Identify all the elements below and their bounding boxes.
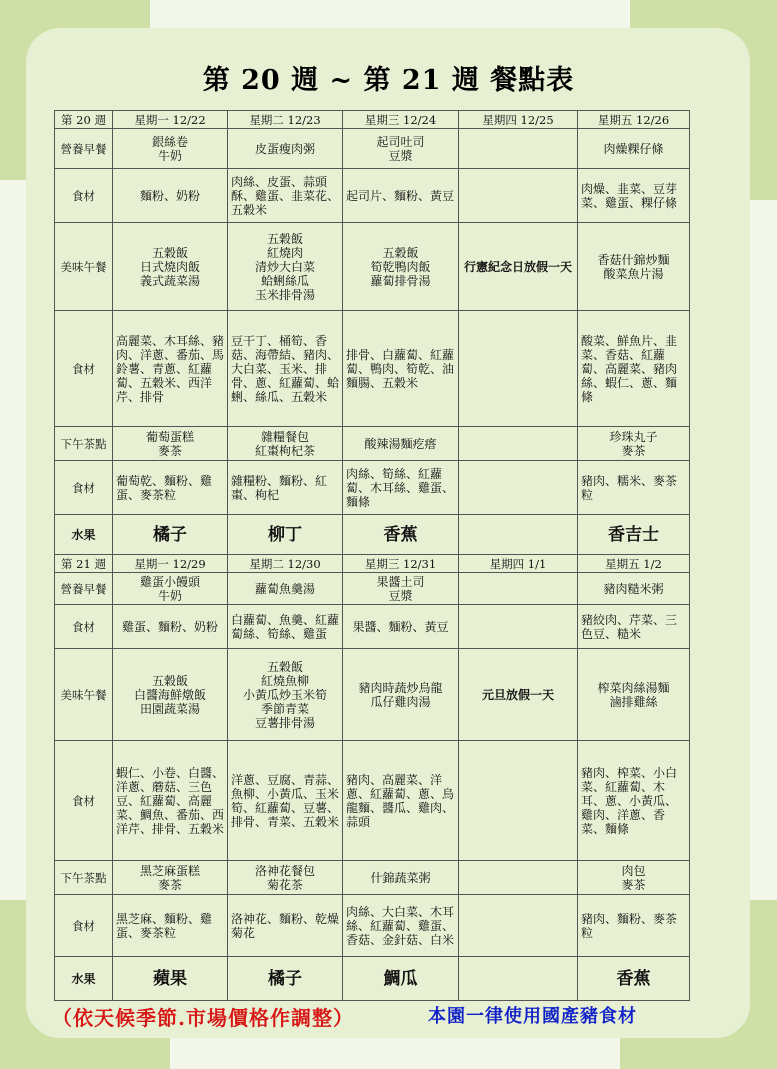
meal-cell: 銀絲卷 牛奶: [113, 129, 228, 169]
row-label: 水果: [55, 957, 113, 1001]
row-label: 下午茶點: [55, 427, 113, 461]
meal-table: [54, 110, 690, 1001]
week20-header-row: [55, 111, 690, 129]
meal-cell: 皮蛋瘦肉粥: [228, 129, 343, 169]
meal-cell: 豬肉、糯米、麥茶粒: [578, 461, 690, 515]
meal-cell: 起司片、麵粉、黃豆: [343, 169, 459, 223]
week21-breakfast-row: [55, 573, 690, 605]
row-label: 水果: [55, 515, 113, 555]
meal-cell: 黑芝麻、麵粉、雞蛋、麥茶粒: [113, 895, 228, 957]
week-label: 第 21 週: [55, 555, 113, 573]
meal-cell: 洛神花餐包 菊花茶: [228, 861, 343, 895]
meal-cell: 肉絲、大白菜、木耳絲、紅蘿蔔、雞蛋、香菇、金針菇、白米: [343, 895, 459, 957]
fruit-cell: 香吉士: [578, 515, 690, 555]
week-label: 第 20 週: [55, 111, 113, 129]
meal-cell: [459, 129, 578, 169]
day-header: 星期一 12/22: [113, 111, 228, 129]
row-label: 食材: [55, 895, 113, 957]
meal-cell: 黑芝麻蛋糕 麥茶: [113, 861, 228, 895]
fruit-cell: [459, 957, 578, 1001]
meal-cell: 雜糧粉、麵粉、紅棗、枸杞: [228, 461, 343, 515]
meal-cell: [459, 895, 578, 957]
fruit-cell: 香蕉: [578, 957, 690, 1001]
footer-pork-note: 本園一律使用國產豬食材: [428, 1006, 637, 1027]
row-label: 美味午餐: [55, 223, 113, 311]
meal-cell: 雞蛋、麵粉、奶粉: [113, 605, 228, 649]
week21-breakfast_ing-row: [55, 605, 690, 649]
day-header: 星期五 1/2: [578, 555, 690, 573]
week20-lunch_ing-row: [55, 311, 690, 427]
meal-cell: 雞蛋小饅頭 牛奶: [113, 573, 228, 605]
meal-cell: 肉絲、皮蛋、蒜頭酥、雞蛋、韭菜花、五穀米: [228, 169, 343, 223]
meal-cell: 豬肉、麵粉、麥茶粒: [578, 895, 690, 957]
week20-snack-row: [55, 427, 690, 461]
meal-cell: 酸菜、鮮魚片、韭菜、香菇、紅蘿蔔、高麗菜、豬肉絲、蝦仁、蔥、麵條: [578, 311, 690, 427]
row-label: 食材: [55, 311, 113, 427]
meal-cell: 果醬、麵粉、黃豆: [343, 605, 459, 649]
meal-cell: 洛神花、麵粉、乾燥菊花: [228, 895, 343, 957]
meal-cell: [459, 605, 578, 649]
meal-cell: 豬肉、榨菜、小白菜、紅蘿蔔、木耳、蔥、小黃瓜、雞肉、洋蔥、香菜、麵條: [578, 741, 690, 861]
footer-note: （依天候季節.市場價格作調整）: [52, 1006, 354, 1030]
fruit-cell: [459, 515, 578, 555]
meal-cell: 豬絞肉、芹菜、三色豆、糙米: [578, 605, 690, 649]
meal-cell: 肉包 麥茶: [578, 861, 690, 895]
week21-fruit-row: [55, 957, 690, 1001]
meal-cell: 洋蔥、豆腐、青蒜、魚柳、小黃瓜、玉米筍、紅蘿蔔、豆薯、排骨、青菜、五穀米: [228, 741, 343, 861]
meal-cell: 葡萄蛋糕 麥茶: [113, 427, 228, 461]
meal-cell: 五穀飯 紅燒肉 清炒大白菜 蛤蜊絲瓜 玉米排骨湯: [228, 223, 343, 311]
day-header: 星期一 12/29: [113, 555, 228, 573]
week21-snack_ing-row: [55, 895, 690, 957]
week20-fruit-row: [55, 515, 690, 555]
meal-cell: 什錦蔬菜粥: [343, 861, 459, 895]
row-label: 美味午餐: [55, 649, 113, 741]
meal-cell: 五穀飯 紅燒魚柳 小黃瓜炒玉米筍 季節青菜 豆薯排骨湯: [228, 649, 343, 741]
row-label: 食材: [55, 741, 113, 861]
week21-lunch_ing-row: [55, 741, 690, 861]
meal-cell: 行憲紀念日放假一天: [459, 223, 578, 311]
week21-lunch-row: [55, 649, 690, 741]
meal-cell: 珍珠丸子 麥茶: [578, 427, 690, 461]
meal-cell: [459, 461, 578, 515]
meal-cell: 起司吐司 豆漿: [343, 129, 459, 169]
fruit-cell: 柳丁: [228, 515, 343, 555]
meal-cell: 元旦放假一天: [459, 649, 578, 741]
fruit-cell: 香蕉: [343, 515, 459, 555]
day-header: 星期二 12/23: [228, 111, 343, 129]
meal-cell: 五穀飯 日式燒肉飯 義式蔬菜湯: [113, 223, 228, 311]
meal-cell: 高麗菜、木耳絲、豬肉、洋蔥、番茄、馬鈴薯、青蔥、紅蘿蔔、五穀米、西洋芹、排骨: [113, 311, 228, 427]
meal-cell: 肉燥、韭菜、豆芽菜、雞蛋、粿仔條: [578, 169, 690, 223]
week20-lunch-row: [55, 223, 690, 311]
meal-cell: 榨菜肉絲湯麵 滷排雞絲: [578, 649, 690, 741]
day-header: 星期四 1/1: [459, 555, 578, 573]
row-label: 食材: [55, 605, 113, 649]
week21-snack-row: [55, 861, 690, 895]
meal-cell: [459, 311, 578, 427]
meal-cell: 雜糧餐包 紅棗枸杞茶: [228, 427, 343, 461]
meal-cell: 豆干丁、桶筍、香菇、海帶結、豬肉、大白菜、玉米、排骨、蔥、紅蘿蔔、蛤蜊、絲瓜、五穀米: [228, 311, 343, 427]
day-header: 星期二 12/30: [228, 555, 343, 573]
meal-cell: [459, 741, 578, 861]
row-label: 下午茶點: [55, 861, 113, 895]
day-header: 星期五 12/26: [578, 111, 690, 129]
meal-cell: 麵粉、奶粉: [113, 169, 228, 223]
row-label: 營養早餐: [55, 129, 113, 169]
meal-cell: 豬肉糙米粥: [578, 573, 690, 605]
meal-cell: 豬肉、高麗菜、洋蔥、紅蘿蔔、蔥、烏龍麵、醬瓜、雞肉、蒜頭: [343, 741, 459, 861]
fruit-cell: 橘子: [113, 515, 228, 555]
fruit-cell: 鯛瓜: [343, 957, 459, 1001]
fruit-cell: 蘋果: [113, 957, 228, 1001]
meal-cell: 五穀飯 白醬海鮮燉飯 田園蔬菜湯: [113, 649, 228, 741]
meal-cell: 豬肉時蔬炒烏龍 瓜仔雞肉湯: [343, 649, 459, 741]
meal-cell: 酸辣湯麵疙瘩: [343, 427, 459, 461]
meal-cell: 白蘿蔔、魚羹、紅蘿蔔絲、筍絲、雞蛋: [228, 605, 343, 649]
row-label: 食材: [55, 169, 113, 223]
fruit-cell: 橘子: [228, 957, 343, 1001]
meal-cell: [459, 861, 578, 895]
week20-breakfast_ing-row: [55, 169, 690, 223]
meal-cell: 五穀飯 筍乾鴨肉飯 蘿蔔排骨湯: [343, 223, 459, 311]
week21-header-row: [55, 555, 690, 573]
meal-cell: 肉絲、筍絲、紅蘿蔔、木耳絲、雞蛋、麵條: [343, 461, 459, 515]
meal-cell: [459, 169, 578, 223]
meal-cell: 蝦仁、小卷、白醬、洋蔥、蘑菇、三色豆、紅蘿蔔、高麗菜、鯛魚、番茄、西洋芹、排骨、五穀米: [113, 741, 228, 861]
row-label: 食材: [55, 461, 113, 515]
meal-cell: [459, 427, 578, 461]
day-header: 星期三 12/24: [343, 111, 459, 129]
meal-cell: 香菇什錦炒麵 酸菜魚片湯: [578, 223, 690, 311]
page-title: 第 20 週 ~ 第 21 週 餐點表: [202, 65, 575, 96]
meal-cell: [459, 573, 578, 605]
row-label: 營養早餐: [55, 573, 113, 605]
meal-cell: 葡萄乾、麵粉、雞蛋、麥茶粒: [113, 461, 228, 515]
meal-cell: 肉燥粿仔條: [578, 129, 690, 169]
day-header: 星期四 12/25: [459, 111, 578, 129]
meal-cell: 蘿蔔魚羹湯: [228, 573, 343, 605]
day-header: 星期三 12/31: [343, 555, 459, 573]
meal-cell: 排骨、白蘿蔔、紅蘿蔔、鴨肉、筍乾、油麵腸、五穀米: [343, 311, 459, 427]
week20-snack_ing-row: [55, 461, 690, 515]
week20-breakfast-row: [55, 129, 690, 169]
meal-cell: 果醬土司 豆漿: [343, 573, 459, 605]
